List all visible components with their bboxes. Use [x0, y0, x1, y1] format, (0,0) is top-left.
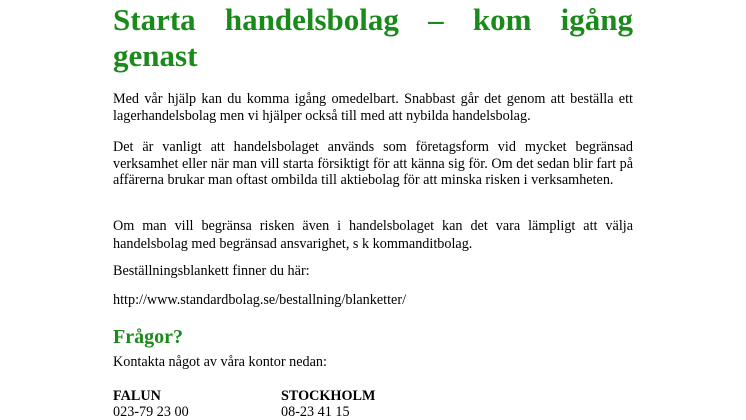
- office-phone: 023-79 23 00: [113, 404, 189, 420]
- office-name: FALUN: [113, 388, 161, 404]
- paragraph-order-form: Beställningsblankett finner du här:: [113, 263, 310, 279]
- questions-heading: Frågor?: [113, 326, 183, 348]
- contact-text: Kontakta något av våra kontor nedan:: [113, 354, 327, 370]
- office-name: STOCKHOLM: [281, 388, 376, 404]
- office-falun: [113, 388, 189, 420]
- document-title: Starta handelsbolag – kom igång genast: [113, 2, 633, 73]
- order-form-url: http://www.standardbolag.se/bestallning/blanketter/: [113, 292, 407, 308]
- paragraph-company-form: Det är vanligt att handelsbolaget används som företagsform vid mycket begränsad verksamhet eller när man vill starta försiktigt för att känna sig för. Om det sedan blir fart på affärerna brukar man oftast ombilda till aktiebolag för att minska risken i verksamheten.: [113, 139, 633, 189]
- office-stockholm: [281, 388, 375, 420]
- paragraph-intro: Med vår hjälp kan du komma igång omedelbart. Snabbast går det genom att beställa ett lagerhandelsbolag men vi hjälper också till med att nybilda handelsbolag.: [113, 91, 633, 124]
- paragraph-limited-partnership: Om man vill begränsa risken även i handelsbolaget kan det vara lämpligt att välja handelsbolag med begränsad ansvarighet, s k kommanditbolag.: [113, 218, 633, 252]
- office-phone: 08-23 41 15: [281, 404, 350, 420]
